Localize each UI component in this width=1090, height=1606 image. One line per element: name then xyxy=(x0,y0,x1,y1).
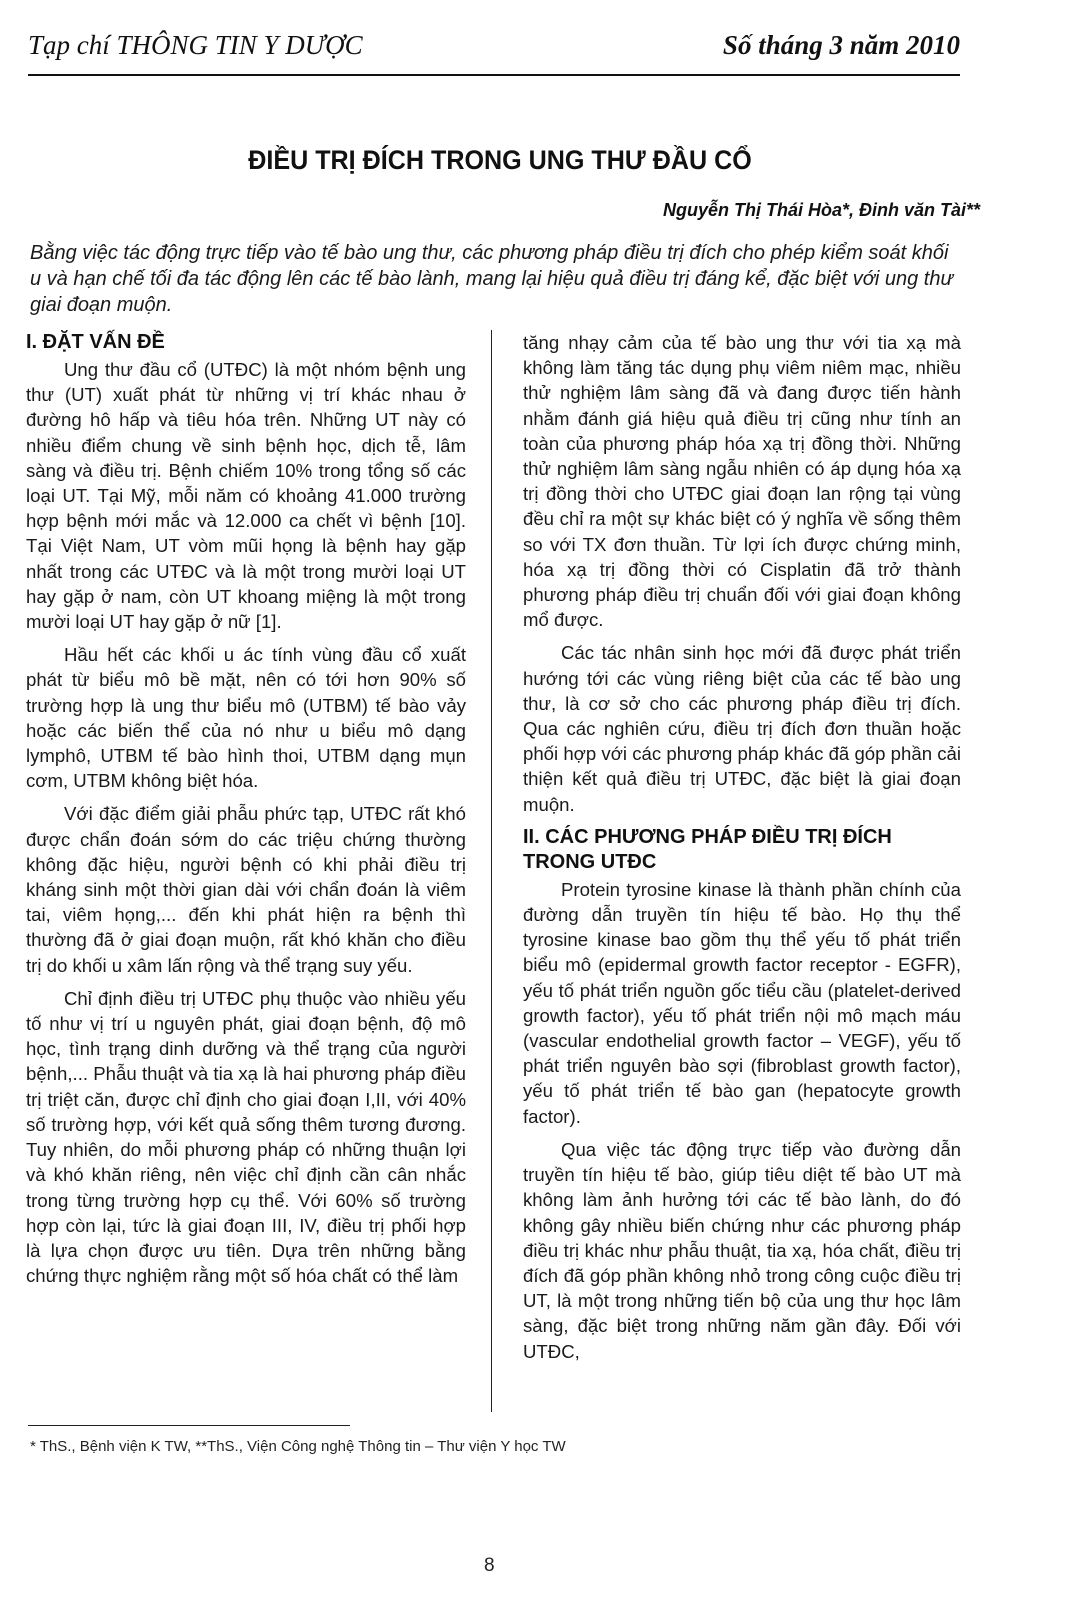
paragraph: Ung thư đầu cổ (UTĐC) là một nhóm bệnh ung thư (UT) xuất phát từ những vị trí khác nhau ở đường hô hấp và tiêu hóa trên. Những UT này có nhiều điểm chung về sinh bệnh học, dịch tễ, lâm sàng và điều trị. Bệnh chiếm 10% trong tổng số các loại UT. Tại Mỹ, mỗi năm có khoảng 41.000 trường hợp bệnh mới mắc và 12.000 ca chết vì bệnh [10]. Tại Việt Nam, UT vòm mũi họng là bệnh hay gặp nhất trong các UTĐC và là một trong mười loại UT hay gặp ở nam, còn UT khoang miệng là một trong mười loại UT hay gặp ở nữ [1]. xyxy=(26,359,466,633)
article-title: ĐIỀU TRỊ ĐÍCH TRONG UNG THƯ ĐẦU CỔ xyxy=(248,145,752,175)
paragraph: Qua việc tác động trực tiếp vào đường dẫn truyền tín hiệu tế bào, giúp tiêu diệt tế bào UT mà không làm ảnh hưởng tới các tế bào lành, do đó không gây nhiều biến chứng như các phương pháp điều trị khác như phẫu thuật, tia xạ, hóa chất, điều trị đích đã góp phần không nhỏ trong công cuộc điều trị UT, là một trong những tiến bộ của ung thư học lâm sàng, đặc biệt trong những năm gần đây. Đối với UTĐC, xyxy=(523,1138,961,1362)
header-rule xyxy=(28,74,960,76)
footnote-rule xyxy=(28,1425,350,1426)
issue-date: Số tháng 3 năm 2010 xyxy=(722,30,960,60)
left-column xyxy=(26,330,466,1296)
paragraph: Hầu hết các khối u ác tính vùng đầu cổ xuất phát từ biểu mô bề mặt, nên có tới hơn 90% số trường hợp là ung thư biểu mô (UTBM) tế bào vảy hoặc các biến thể của nó như u biểu mô dạng lymphô, UTBM tế bào hình thoi, UTBM dạng mụn cơm, UTBM không biệt hóa. xyxy=(26,644,466,792)
paragraph: Protein tyrosine kinase là thành phần chính của đường dẫn truyền tín hiệu tế bào. Họ thụ thể tyrosine kinase bao gồm thụ thể yếu tố phát triển biểu mô (epidermal growth factor receptor - EGFR), yếu tố phát triển nguồn gốc tiểu cầu (platelet-derived growth factor), yếu tố phát triển nội mô mạch máu (vascular endothelial growth factor – VEGF), yếu tố phát triển nguyên bào sợi (fibroblast growth factor), yếu tố phát triển tế bào gan (hepatocyte growth factor). xyxy=(523,878,961,1127)
article-authors: Nguyễn Thị Thái Hòa*, Đinh văn Tài** xyxy=(662,200,980,220)
journal-name: Tạp chí THÔNG TIN Y DƯỢC xyxy=(28,30,363,60)
article-abstract: Bằng việc tác động trực tiếp vào tế bào ung thư, các phương pháp điều trị đích cho phép kiểm soát khối u và hạn chế tối đa tác động lên các tế bào lành, mang lại hiệu quả điều trị đáng kể, đặc biệt với ung thư giai đoạn muộn. xyxy=(30,242,954,316)
author-footnote: * ThS., Bệnh viện K TW, **ThS., Viện Công nghệ Thông tin – Thư viện Y học TW xyxy=(30,1438,566,1455)
right-column xyxy=(523,330,961,1372)
paragraph: Với đặc điểm giải phẫu phức tạp, UTĐC rất khó được chẩn đoán sớm do các triệu chứng thường không đặc hiệu, người bệnh có khi phải điều trị kháng sinh một thời gian dài với chẩn đoán là viêm tai, viêm họng,... đến khi phát hiện ra bệnh thì thường đã ở giai đoạn muộn, rất khó khăn cho điều trị do khối u xâm lấn rộng và thể trạng suy yếu. xyxy=(26,803,466,976)
running-header xyxy=(28,30,960,80)
paragraph: Chỉ định điều trị UTĐC phụ thuộc vào nhiều yếu tố như vị trí u nguyên phát, giai đoạn bệnh, độ mô học, tình trạng dinh dưỡng và thể trạng của người bệnh,... Phẫu thuật và tia xạ là hai phương pháp điều trị triệt căn, được chỉ định cho giai đoạn I,II, với 40% số trường hợp, với kết quả sống thêm tương đương. Tuy nhiên, do mỗi phương pháp có những thuận lợi và khó khăn riêng, nên việc chỉ định cần cân nhắc trong từng trường hợp cụ thể. Với 60% số trường hợp còn lại, tức là giai đoạn III, IV, điều trị phối hợp là lựa chọn được ưu tiên. Dựa trên những bằng chứng thực nghiệm rằng một số hóa chất có thể làm xyxy=(26,987,466,1287)
section-heading-2: II. CÁC PHƯƠNG PHÁP ĐIỀU TRỊ ĐÍCH TRONG UTĐC xyxy=(523,825,892,873)
paragraph: tăng nhạy cảm của tế bào ung thư với tia xạ mà không làm tăng tác dụng phụ viêm niêm mạc, nhiều thử nghiệm lâm sàng đã và đang được tiến hành nhằm đánh giá hiệu quả điều trị cũng như tính an toàn của phương pháp hóa xạ trị đồng thời. Những thử nghiệm lâm sàng ngẫu nhiên có áp dụng hóa xạ trị đồng thời cho UTĐC giai đoạn lan rộng tại vùng đều chỉ ra một sự khác biệt có ý nghĩa về sống thêm so với TX đơn thuần. Từ lợi ích được chứng minh, hóa xạ trị đồng thời có Cisplatin đã trở thành phương pháp điều trị chuẩn đối với giai đoạn không mổ được. xyxy=(523,332,961,631)
section-heading-1: I. ĐẶT VẤN ĐỀ xyxy=(26,331,165,353)
column-divider xyxy=(491,330,492,1412)
page-number: 8 xyxy=(484,1555,495,1576)
paragraph: Các tác nhân sinh học mới đã được phát triển hướng tới các vùng riêng biệt của các tế bào ung thư, là cơ sở cho các phương pháp điều trị đích. Qua các nghiên cứu, điều trị đích đơn thuần hoặc phối hợp với các phương pháp khác đã góp phần cải thiện kết quả điều trị UTĐC, đặc biệt là giai đoạn muộn. xyxy=(523,642,961,815)
